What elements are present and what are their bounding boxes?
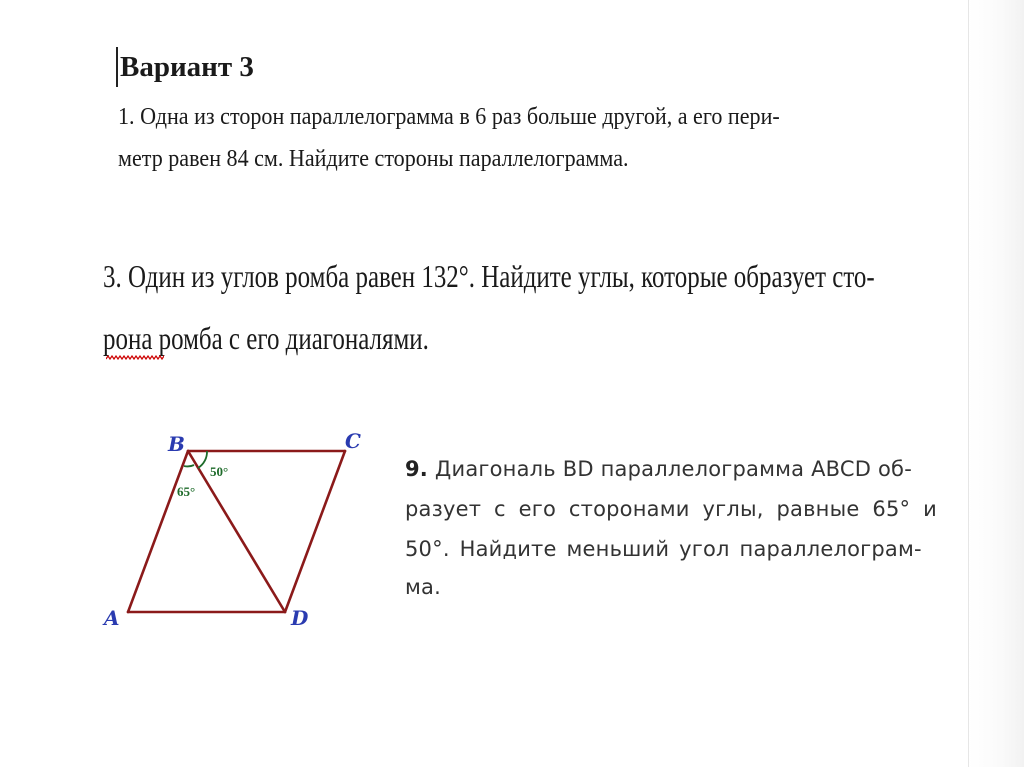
problem9-line1-text: Диагональ BD параллелограмма ABCD об- bbox=[428, 457, 912, 481]
variant-title: Вариант 3 bbox=[120, 51, 254, 83]
parallelogram-figure bbox=[95, 420, 375, 640]
problem9-line2: разует с его сторонами углы, равные 65° и bbox=[405, 497, 937, 521]
angle-arc-inner bbox=[184, 465, 194, 466]
vertex-label-a: A bbox=[104, 606, 120, 630]
text-cursor bbox=[116, 47, 118, 87]
parallelogram-shape bbox=[128, 451, 345, 612]
side-ab bbox=[128, 451, 188, 612]
slide-edge bbox=[968, 0, 1024, 767]
side-cd bbox=[285, 451, 345, 612]
angle-label-lower: 65° bbox=[177, 484, 196, 499]
problem1-line1: 1. Одна из сторон параллелограмма в 6 раз больше другой, а его пери- bbox=[118, 104, 780, 130]
problem9-line3: 50°. Найдите меньший угол параллелограм- bbox=[405, 537, 922, 561]
vertex-label-c: C bbox=[345, 429, 361, 453]
angle-label-upper: 50° bbox=[210, 464, 229, 479]
problem3-line2 bbox=[103, 320, 429, 357]
diagonal-bd bbox=[188, 451, 285, 612]
spellcheck-underline bbox=[106, 355, 164, 361]
problem3-line1: 3. Один из углов ромба равен 132°. Найдите углы, которые образует сто- bbox=[103, 258, 875, 294]
vertex-label-b: B bbox=[168, 432, 185, 456]
vertex-label-d: D bbox=[291, 606, 309, 630]
problem3-misspelled-word[interactable]: рона bbox=[103, 320, 153, 356]
problem1-line2: метр равен 84 см. Найдите стороны параллелограмма. bbox=[118, 146, 629, 172]
problem3-line2-rest: ромба с его диагоналями. bbox=[152, 320, 429, 356]
angle-arc-outer bbox=[198, 451, 207, 468]
problem9-line1 bbox=[405, 457, 912, 481]
problem9-number: 9. bbox=[405, 457, 428, 481]
problem9-line4: ма. bbox=[405, 575, 441, 599]
